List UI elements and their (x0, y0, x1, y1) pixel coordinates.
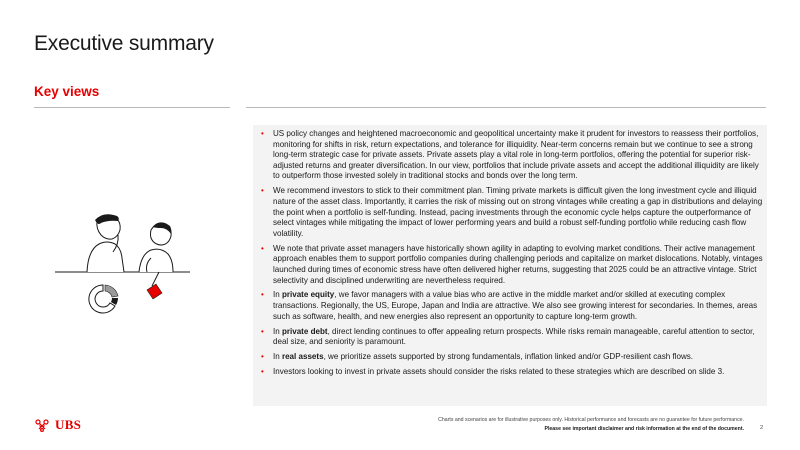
ubs-logo (34, 417, 81, 433)
bullet-text: US policy changes and heightened macroeconomic and geopolitical uncertainty make it prudent for investors to reassess their portfolios, monitoring for shifts in risk, return expectations, and tolerance for illiquidity. Near-term concerns remain but we continue to see a strong long-term strategic case for private assets. Private assets play a vital role in long-term portfolios, offering the potential for superior risk-adjusted returns and greater diversification. In our view, portfolios that include private assets and accept the additional illiquidity are likely to outperform those invested solely in traditional stocks and bonds over the long term. (273, 129, 759, 181)
bullet-text: , we prioritize assets supported by strong fundamentals, inflation linked and/or GDP-resilient cash flows. (323, 352, 694, 362)
divider-right (246, 107, 766, 108)
two-people-reviewing-charts-illustration (55, 200, 190, 325)
bullet-text: We recommend investors to stick to their commitment plan. Timing private markets is difficult given the long investment cycle and illiquid nature of the asset class. Importantly, it carries the risk of missing out on strong vintages while creating a gap in distributions and delaying the point when a portfolio is self-funding. Instead, pacing investments through the economic cycle helps capture the outperformance of select vintages while mitigating the impact of lower performing years and build a robust self-funding portfolio while reducing cash flow volatility. (273, 186, 763, 238)
list-item (257, 244, 763, 286)
bullet-text: Investors looking to invest in private assets should consider the risks related to these strategies which are described on slide 3. (273, 367, 725, 377)
list-item (257, 186, 763, 239)
footer-note: Charts and scenarios are for illustrative purposes only. Historical performance and forecasts are no guarantee for future performance. (438, 417, 744, 423)
page-title: Executive summary (34, 32, 214, 55)
list-item (257, 129, 763, 182)
list-item (257, 327, 763, 348)
key-views-panel (253, 125, 767, 406)
bullet-keyword: real assets (281, 352, 324, 362)
divider-left (34, 107, 230, 108)
list-item (257, 352, 763, 363)
logo-text: UBS (55, 417, 82, 432)
ubs-keys-logo-icon (34, 418, 50, 432)
list-item (257, 290, 763, 322)
bullet-keyword: private debt (281, 326, 328, 336)
footer-disclaimer: Please see important disclaimer and risk information at the end of the document. (544, 426, 744, 432)
page-number: 2 (760, 425, 764, 431)
bullet-keyword: private equity (281, 290, 335, 300)
bullet-prefix: In (273, 326, 282, 336)
bullet-text: , we favor managers with a value bias who are active in the middle market and/or skilled at executing complex transactions. Regionally, the US, Europe, Japan and India are attractive. We also see growing interest for secondaries. In themes, areas such as software, health, and new energies also represent an opportunity to capture long-term growth. (273, 290, 758, 321)
bullet-text: , direct lending continues to offer appealing return prospects. While risks remain manageable, careful attention to sector, deal size, and seniority is paramount. (273, 326, 755, 347)
section-subtitle: Key views (34, 84, 100, 99)
key-views-list (257, 129, 763, 378)
bullet-prefix: In (273, 352, 282, 362)
bullet-text: We note that private asset managers have historically shown agility in adapting to evolving market conditions. Their active management approach enables them to support portfolio companies during challenging periods and capitalize on market dislocations. Notably, vintages launched during times of economic stress have often delivered higher returns, suggesting that 2025 could be an attractive vintage. Strict selectivity and disciplined underwriting are nevertheless required. (273, 243, 763, 285)
bullet-prefix: In (273, 290, 282, 300)
list-item (257, 367, 763, 378)
